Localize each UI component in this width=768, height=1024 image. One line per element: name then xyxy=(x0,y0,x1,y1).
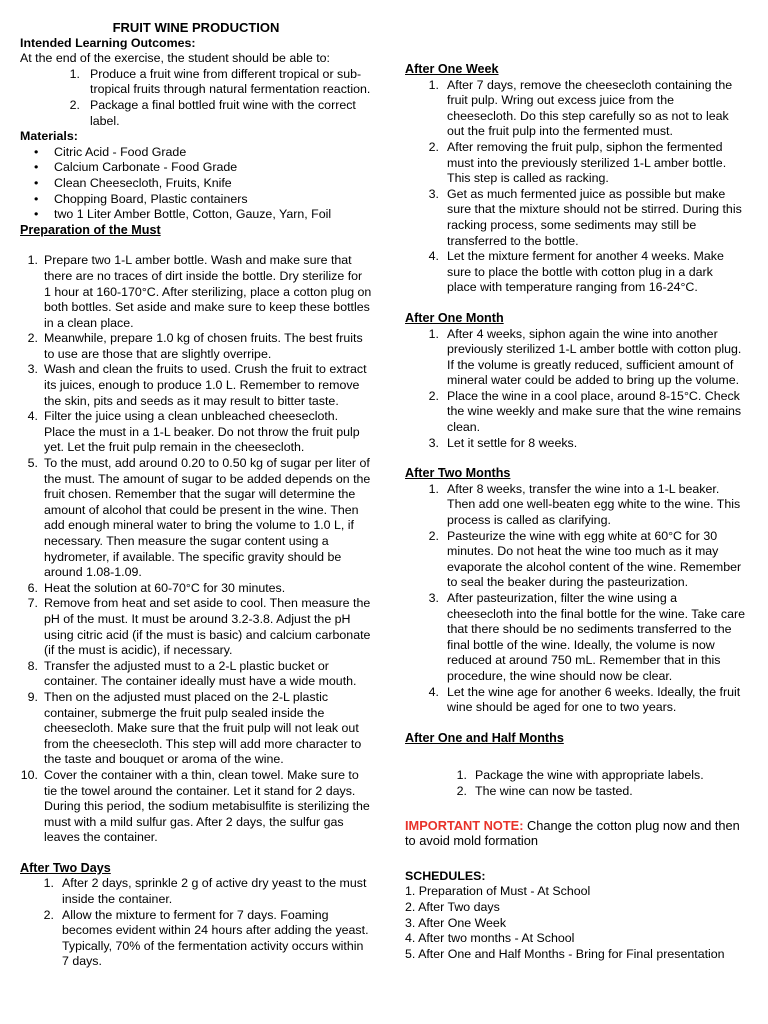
list-item: • Chopping Board, Plastic containers xyxy=(34,191,248,206)
list-item: 10. Cover the container with a thin, clean towel. Make sure to tie the towel around the container. Let it stand for 2 days. During this period, the sodium metabisulfite is sterilizing the must with a mild sulfur gas. After 2 days, the sulfur gas leaves the container. xyxy=(20,767,370,845)
list-item: 6. Heat the solution at 60-70°C for 30 minutes. xyxy=(27,580,286,595)
one-week-heading: After One Week xyxy=(405,62,499,76)
important-note xyxy=(405,818,745,849)
list-item: 3. Wash and clean the fruits to used. Crush the fruit to extract its juices, enough to produce 1.0 L. Remember to remove the skin, pits and seeds as it may result to bitter taste. xyxy=(27,362,367,408)
must-heading: Preparation of the Must xyxy=(20,222,161,237)
list-item: 4. Let the mixture ferment for another 4 weeks. Make sure to place the bottle with cotton plug in a dark place with temperature ranging from 16-24°C. xyxy=(428,249,724,295)
two-months-heading: After Two Months xyxy=(405,466,511,481)
list-item: 2. The wine can now be tasted. xyxy=(456,783,633,798)
one-half-months-heading: After One and Half Months xyxy=(405,730,564,745)
materials-list xyxy=(20,145,372,223)
schedules-heading: SCHEDULES: xyxy=(405,868,486,883)
list-item: • Calcium Carbonate - Food Grade xyxy=(34,160,238,175)
one-half-months-list xyxy=(405,768,745,799)
list-item: • Citric Acid - Food Grade xyxy=(34,144,187,159)
two-days-list xyxy=(20,876,372,970)
one-week-list xyxy=(405,78,745,296)
list-item: 1. After 8 weeks, transfer the wine into a 1-L beaker. Then add one well-beaten egg white to the wine. This process is called as clarifying. xyxy=(428,481,741,528)
document-title: FRUIT WINE PRODUCTION xyxy=(112,20,280,35)
list-item: 1. After 2 days, sprinkle 2 g of active dry yeast to the must inside the container. xyxy=(43,876,367,907)
list-item: 9. Then on the adjusted must placed on the 2-L plastic container, submerge the fruit pulp sealed inside the cheesecloth. Make sure that the fruit pulp will not leak out from the cheesecloth. This step will add more character to the taste and bouquet or aroma of the wine. xyxy=(27,689,362,767)
list-item: 4. Let the wine age for another 6 weeks. Ideally, the fruit wine should be aged for one to two years. xyxy=(428,684,741,715)
list-item: 3. After pasteurization, filter the wine using a cheesecloth into the final bottle for the wine. Take care that there should be no sediments transferred to the final bottle of the wine. Ideally, the volume is now reduced at around 750 mL. Remember that in this procedure, the wine should now be clear. xyxy=(428,591,746,683)
list-item: • two 1 Liter Amber Bottle, Cotton, Gauze, Yarn, Foil xyxy=(34,207,332,222)
list-item: 1. Prepare two 1-L amber bottle. Wash and make sure that there are no traces of dirt inside the bottle. Dry sterilize for 1 hour at 160-170°C. After sterilizing, place a cotton plug on both bottles. Set aside and make sure to keep these bottles in a clean place. xyxy=(27,253,372,330)
materials-heading: Materials: xyxy=(20,129,78,144)
list-item: 2. After Two days xyxy=(405,899,500,914)
list-item: 3. Get as much fermented juice as possible but make sure that the mixture should not be stirred. During this racking process, some sediments may still be transferred to the bottle. xyxy=(428,186,742,248)
right-column xyxy=(405,21,745,962)
list-item: 4. Filter the juice using a clean unbleached cheesecloth. Place the must in a 1-L beaker. Do not throw the fruit pulp yet. Let the fruit pulp remain in the cheesecloth. xyxy=(27,409,360,455)
list-item: 8. Transfer the adjusted must to a 2-L plastic bucket or container. The container ideally must have a wide mouth. xyxy=(27,658,357,689)
list-item: 2. After removing the fruit pulp, siphon the fermented must into the previously sterilized 1-L amber bottle. This step is called as racking. xyxy=(428,139,727,186)
outcomes-heading: Intended Learning Outcomes: xyxy=(20,35,196,50)
outcomes-list xyxy=(20,67,372,129)
outcomes-intro: At the end of the exercise, the student should be able to: xyxy=(20,51,330,66)
important-note-text: Change the cotton plug now and then to avoid mold formation xyxy=(405,817,740,849)
list-item: 1. Produce a fruit wine from different tropical or sub-tropical fruits through natural fermentation reaction. xyxy=(69,66,371,97)
list-item: 1. Package the wine with appropriate labels. xyxy=(456,768,704,783)
two-months-list xyxy=(405,482,745,716)
two-days-heading: After Two Days xyxy=(20,860,111,875)
list-item: 7. Remove from heat and set aside to cool. Then measure the pH of the must. It must be around 3.2-3.8. Adjust the pH using citric acid (if the must is basic) and calcium carbonate (if the must is acidic), if necessary. xyxy=(27,596,371,658)
left-column xyxy=(20,20,372,970)
list-item: 2. Meanwhile, prepare 1.0 kg of chosen fruits. The best fruits to use are those that are slightly overripe. xyxy=(27,331,363,361)
one-month-list xyxy=(405,327,745,452)
one-month-heading: After One Month xyxy=(405,310,504,325)
list-item: 1. After 4 weeks, siphon again the wine into another previously sterilized 1-L amber bottle with cotton plug. If the volume is greatly reduced, sufficient amount of mineral water could be added to bring up the volume. xyxy=(428,326,742,388)
list-item: 1. Preparation of Must - At School xyxy=(405,884,591,899)
must-steps-list xyxy=(20,253,372,846)
list-item: 5. To the must, add around 0.20 to 0.50 kg of sugar per liter of the must. The amount of sugar to be added depends on the fruit chosen. Remember that the sugar will determine the amount of alcohol that could be present in the wine. Then add enough mineral water to bring the volume to 1.0 L, if necessary. Then measure the sugar content using a hydrometer, if available. The specific gravity should be around 1.08-1.09. xyxy=(27,456,371,580)
list-item: 3. After One Week xyxy=(405,915,507,930)
list-item: 5. After One and Half Months - Bring for Final presentation xyxy=(405,946,725,961)
list-item: • Clean Cheesecloth, Fruits, Knife xyxy=(34,175,232,190)
list-item: 2. Pasteurize the wine with egg white at 60°C for 30 minutes. Do not heat the wine too much as it may evaporate the alcohol content of the wine. Remember to seal the beaker during the pasteurization. xyxy=(428,528,742,590)
list-item: 3. Let it settle for 8 weeks. xyxy=(428,435,578,450)
list-item: 4. After two months - At School xyxy=(405,931,575,946)
list-item: 2. Package a final bottled fruit wine with the correct label. xyxy=(69,97,356,128)
important-note-label: IMPORTANT NOTE: xyxy=(405,817,524,833)
list-item: 1. After 7 days, remove the cheesecloth containing the fruit pulp. Wring out excess juice from the cheesecloth. Do this step carefully so as not to leak out the fruit pulp into the fermented must. xyxy=(428,77,733,139)
list-item: 2. Allow the mixture to ferment for 7 days. Foaming becomes evident within 24 hours after adding the yeast. Typically, 70% of the fermentation activity occurs within 7 days. xyxy=(43,907,369,969)
list-item: 2. Place the wine in a cool place, around 8-15°C. Check the wine weekly and make sure that the wine remains clean. xyxy=(428,388,742,435)
